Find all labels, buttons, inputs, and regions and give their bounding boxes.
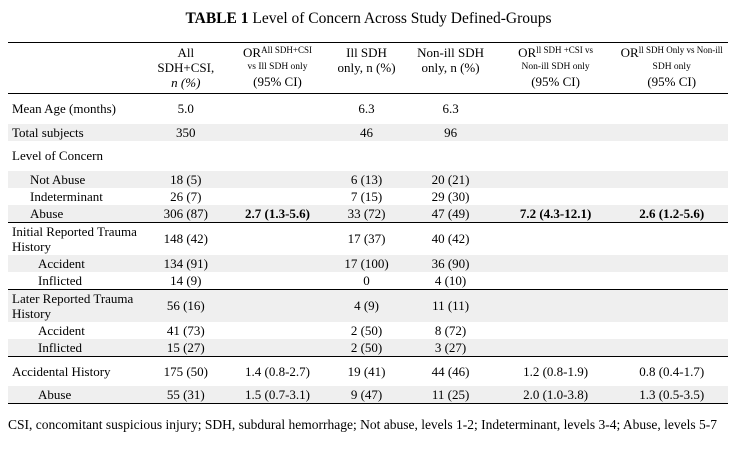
table-row: Mean Age (months) 5.0 6.3 6.3 [12, 101, 459, 117]
table-row: Later Reported Trauma History 56 (16) 4 (9) 11 (11) [8, 289, 728, 322]
header-ill-sdh-only: Ill SDH only, n (%) [328, 43, 406, 94]
table-row: Initial Reported Trauma History 148 (42) 17 (37) 40 (42) [8, 222, 728, 255]
table-number: TABLE 1 [185, 10, 249, 27]
table-footnote: CSI, concomitant suspicious injury; SDH, subdural hemorrhage; Not abuse, levels 1-2; Indeterminant, levels 3-4; Abuse, levels 5-7 [8, 417, 717, 432]
table-row: Abuse 306 (87) 2.7 (1.3-5.6) 33 (72) 47 (49) 7.2 (4.3-12.1) 2.6 (1.2-5.6) [8, 205, 728, 223]
table-title [0, 10, 737, 28]
table-row: Inflicted 14 (9) 0 4 (10) [38, 272, 467, 288]
table-row: Not Abuse 18 (5) 6 (13) 20 (21) [8, 171, 728, 188]
header-non-ill-sdh-only: Non-ill SDH only, n (%) [405, 43, 496, 94]
table-row: Accident 134 (91) 17 (100) 36 (90) [8, 255, 728, 272]
header-or-ill-csi-vs-non-ill: $OR^{ll SDH +CSI vs}$ Non-ill SDH only (95% CI) [496, 43, 616, 94]
table-row: Accident 41 (73) 2 (50) 8 (72) [38, 322, 467, 338]
header-all-sdh-csi: All SDH+CSI, n (%) [144, 43, 227, 94]
concern-table [8, 42, 728, 404]
header-or-all-vs-ill: $OR^{All SDH+CSI}$ vs Ill SDH only (95% CI) [227, 43, 328, 94]
table-row: Indeterminant 26 (7) 7 (15) 29 (30) [30, 188, 470, 204]
table-caption: Level of Concern Across Study Defined-Groups [252, 10, 552, 27]
header-or-ill-only-vs-non-ill: $OR^{ll SDH Only vs Non-ill}$ SDH only (95% CI) [615, 43, 728, 94]
table-row: Abuse 55 (31) 1.5 (0.7-3.1) 9 (47) 11 (25) 2.0 (1.0-3.8) 1.3 (0.5-3.5) [8, 386, 728, 404]
table-row: Total subjects 350 46 96 [8, 124, 728, 141]
table-row: Level of Concern [12, 148, 103, 163]
table-row: Inflicted 15 (27) 2 (50) 3 (27) [8, 339, 728, 357]
header-row [8, 43, 728, 94]
header-blank [8, 43, 144, 94]
table-row: Accidental History 175 (50) 1.4 (0.8-2.7) 19 (41) 44 (46) 1.2 (0.8-1.9) 0.8 (0.4-1.7) [8, 356, 728, 386]
